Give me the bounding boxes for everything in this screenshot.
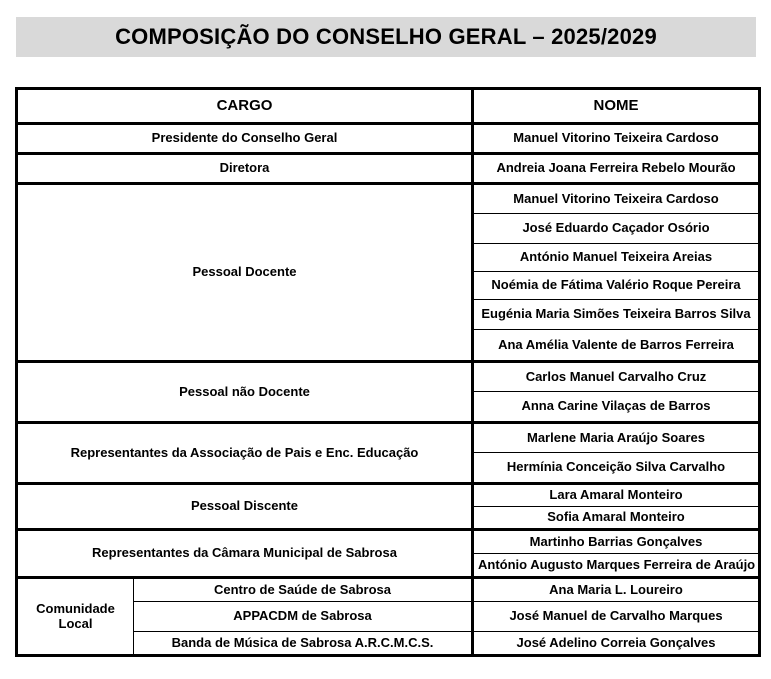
- nome-cell: Carlos Manuel Carvalho Cruz: [473, 362, 760, 392]
- table-row: [17, 362, 760, 392]
- nome-cell: Noémia de Fátima Valério Roque Pereira: [473, 272, 760, 300]
- nome-cell: Manuel Vitorino Teixeira Cardoso: [473, 124, 760, 154]
- table-row: [17, 154, 760, 184]
- comunidade-label: Comunidade Local: [36, 601, 115, 631]
- nome-cell: Hermínia Conceição Silva Carvalho: [473, 453, 760, 484]
- table-row: [17, 578, 760, 602]
- cargo-cell: Representantes da Câmara Municipal de Sabrosa: [17, 530, 473, 578]
- header-nome: NOME: [473, 89, 760, 124]
- title-banner: [16, 17, 756, 57]
- nome-cell: José Eduardo Caçador Osório: [473, 214, 760, 244]
- nome-cell: Anna Carine Vilaças de Barros: [473, 392, 760, 423]
- table-row: [17, 124, 760, 154]
- nome-cell: José Manuel de Carvalho Marques: [473, 602, 760, 632]
- header-row: [17, 89, 760, 124]
- nome-cell: José Adelino Correia Gonçalves: [473, 632, 760, 656]
- nome-cell: Marlene Maria Araújo Soares: [473, 423, 760, 453]
- entidade-cell: Banda de Música de Sabrosa A.R.C.M.C.S.: [134, 632, 473, 656]
- entidade-cell: Centro de Saúde de Sabrosa: [134, 578, 473, 602]
- nome-cell: Manuel Vitorino Teixeira Cardoso: [473, 184, 760, 214]
- table-row: [17, 423, 760, 453]
- table-row: [17, 484, 760, 507]
- nome-cell: Sofia Amaral Monteiro: [473, 507, 760, 530]
- nome-cell: Andreia Joana Ferreira Rebelo Mourão: [473, 154, 760, 184]
- nome-cell: Martinho Barrias Gonçalves: [473, 530, 760, 554]
- nome-cell: António Augusto Marques Ferreira de Araújo: [473, 554, 760, 578]
- entidade-cell: APPACDM de Sabrosa: [134, 602, 473, 632]
- nome-cell: Ana Amélia Valente de Barros Ferreira: [473, 330, 760, 362]
- cargo-cell: Pessoal não Docente: [17, 362, 473, 423]
- nome-cell: Lara Amaral Monteiro: [473, 484, 760, 507]
- council-table: [15, 87, 761, 657]
- cargo-cell: Diretora: [17, 154, 473, 184]
- table-row: [17, 530, 760, 554]
- cargo-cell: Pessoal Docente: [17, 184, 473, 362]
- cargo-cell: Representantes da Associação de Pais e Enc. Educação: [17, 423, 473, 484]
- nome-cell: Eugénia Maria Simões Teixeira Barros Silva: [473, 300, 760, 330]
- comunidade-cargo-cell: [17, 578, 134, 656]
- nome-cell: Ana Maria L. Loureiro: [473, 578, 760, 602]
- cargo-cell: Pessoal Discente: [17, 484, 473, 530]
- cargo-cell: Presidente do Conselho Geral: [17, 124, 473, 154]
- page-title: COMPOSIÇÃO DO CONSELHO GERAL – 2025/2029: [115, 24, 657, 49]
- table-row: [17, 184, 760, 214]
- header-cargo: CARGO: [17, 89, 473, 124]
- nome-cell: António Manuel Teixeira Areias: [473, 244, 760, 272]
